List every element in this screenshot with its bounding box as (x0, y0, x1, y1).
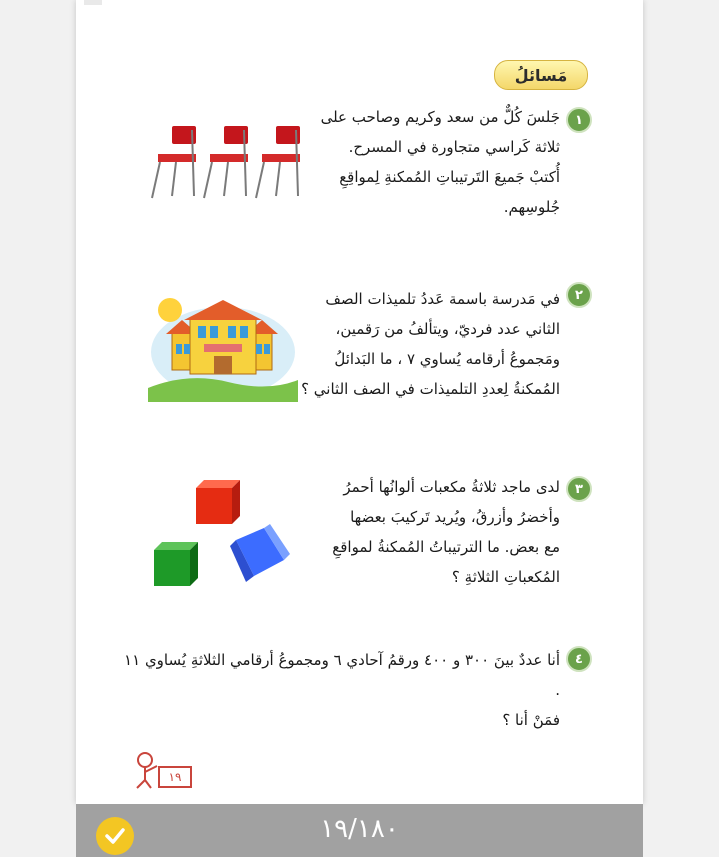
question-text-1: جَلسَ كُلٌّ من سعد وكريم وصاحب على ثلاثة كَراسي متجاورة في المسرح. أُكتبْ جَميعَ التَرتيباتِ المُمكنةِ لِمواقِعِ جُلوسِهم. (320, 108, 560, 216)
chair-icon (256, 126, 300, 198)
chair-icon (204, 126, 248, 198)
cubes-illustration (150, 478, 290, 590)
question-number-4: ٤ (566, 646, 592, 672)
question-text-2: في مَدرسة باسمة عَددُ تلميذات الصف الثاني عدد فرديّ، ويتألفُ من رَقمين، ومَجموعُ أرقامه يُساوي ٧ ، ما البَدائلُ المُمكنةُ لِعددِ التلميذات في الصف الثاني ؟ (301, 290, 560, 398)
page-corner-mark (84, 0, 102, 5)
question-number-3: ٣ (566, 476, 592, 502)
bottom-bar (76, 804, 643, 857)
chairs-illustration (148, 122, 308, 202)
page-counter: ١٩/١٨٠ (320, 814, 399, 844)
question-text-3: لدى ماجد ثلاثةُ مكعبات ألوانُها أحمرُ وأخضرُ وأزرقُ، ويُريد تَركيبَ بعضها مع بعض. ما الترتيباتُ المُمكنةُ لمواقعِ المُكعباتِ الثلاثةِ ؟ (332, 478, 560, 586)
question-text-4: أنا عددٌ بينَ ٣٠٠ و ٤٠٠ ورقمُ آحادي ٦ ومجموعُ أرقامي الثلاثةِ يُساوي ١١ . فمَنْ أنا ؟ (124, 651, 560, 729)
sun-icon (158, 298, 182, 322)
page-number-badge: ١٩ (158, 766, 192, 788)
school-illustration (148, 292, 298, 402)
blue-cube (230, 524, 290, 582)
section-title: مَسائلُ (494, 60, 588, 90)
question-number-2: ٢ (566, 282, 592, 308)
chair-icon (152, 126, 196, 198)
question-number-1: ١ (566, 107, 592, 133)
red-cube (196, 480, 240, 524)
green-cube (154, 542, 198, 586)
